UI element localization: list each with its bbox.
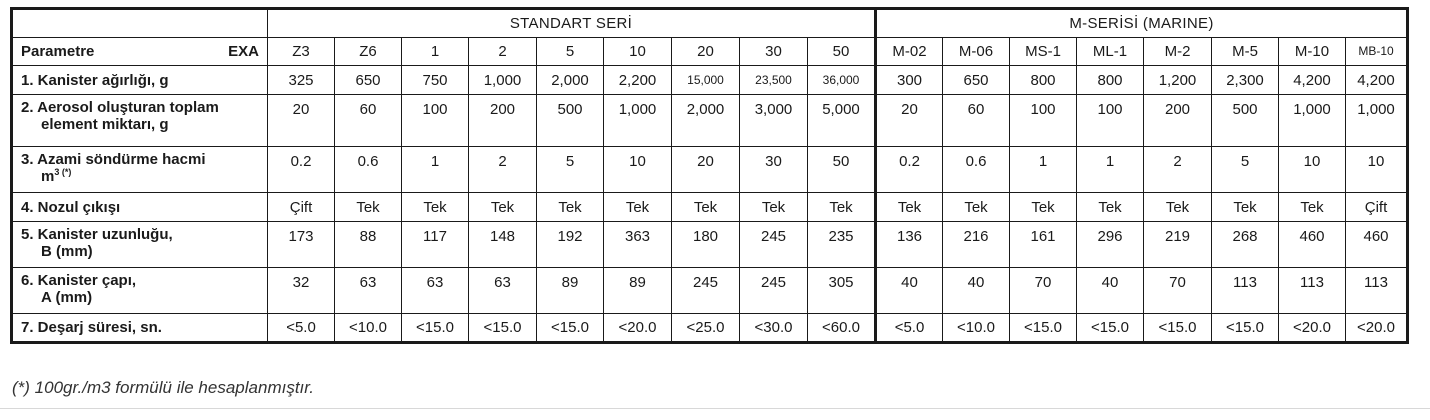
table-cell: <5.0 (876, 314, 943, 343)
row-label-line: 3. Azami söndürme hacmi (21, 151, 206, 168)
table-cell: Tek (1212, 193, 1279, 222)
table-cell: Tek (402, 193, 469, 222)
table-row (12, 95, 1408, 147)
table-cell: <30.0 (740, 314, 808, 343)
table-cell: 36,000 (808, 66, 876, 95)
table-cell: 113 (1346, 268, 1408, 314)
table-cell: 89 (537, 268, 604, 314)
table-cell: Tek (672, 193, 740, 222)
column-header: 30 (740, 38, 808, 66)
table-cell: <15.0 (1144, 314, 1212, 343)
column-header: 1 (402, 38, 469, 66)
table-cell: 100 (1077, 95, 1144, 147)
table-cell: 5 (1212, 147, 1279, 193)
table-cell: <15.0 (1010, 314, 1077, 343)
column-header: 5 (537, 38, 604, 66)
table-cell: 325 (268, 66, 335, 95)
table-cell: 1 (402, 147, 469, 193)
row-label (12, 314, 268, 343)
table-cell: 100 (1010, 95, 1077, 147)
row-label-text: A (mm) (41, 289, 93, 306)
table-cell: 20 (672, 147, 740, 193)
table-cell: Tek (808, 193, 876, 222)
table-cell: 1,000 (1346, 95, 1408, 147)
row-label-line: 4. Nozul çıkışı (21, 198, 121, 216)
table-cell: 245 (740, 268, 808, 314)
table-cell: 0.2 (268, 147, 335, 193)
table-cell: 2,300 (1212, 66, 1279, 95)
table-cell: Tek (1279, 193, 1346, 222)
table-cell: 113 (1279, 268, 1346, 314)
table-cell: 1,000 (1279, 95, 1346, 147)
table-cell: 136 (876, 222, 943, 268)
table-row (12, 66, 1408, 95)
table-cell: <20.0 (1346, 314, 1408, 343)
table-cell: <10.0 (943, 314, 1010, 343)
column-header: 20 (672, 38, 740, 66)
spec-table (10, 7, 1409, 344)
table-cell: 117 (402, 222, 469, 268)
table-cell: <20.0 (1279, 314, 1346, 343)
column-header: M-2 (1144, 38, 1212, 66)
table-cell: 50 (808, 147, 876, 193)
table-row (12, 222, 1408, 268)
table-cell: 88 (335, 222, 402, 268)
table-cell: 89 (604, 268, 672, 314)
table-cell: <15.0 (469, 314, 537, 343)
row-label-line (21, 116, 265, 133)
table-cell: 500 (1212, 95, 1279, 147)
corner-cell (12, 9, 268, 38)
table-cell: 173 (268, 222, 335, 268)
row-label-line: 6. Kanister çapı, (21, 272, 137, 289)
table-cell: Tek (740, 193, 808, 222)
row-label-line: 1. Kanister ağırlığı, g (21, 71, 169, 89)
table-cell: 750 (402, 66, 469, 95)
table-cell: 70 (1010, 268, 1077, 314)
column-header: M-5 (1212, 38, 1279, 66)
row-label (12, 222, 268, 268)
table-cell: 192 (537, 222, 604, 268)
table-cell: Çift (1346, 193, 1408, 222)
table-row (12, 147, 1408, 193)
table-cell: 161 (1010, 222, 1077, 268)
table-cell: Tek (537, 193, 604, 222)
table-cell: 63 (335, 268, 402, 314)
row-label-line: 2. Aerosol oluşturan toplam (21, 99, 219, 116)
table-cell: 32 (268, 268, 335, 314)
table-cell: Tek (1144, 193, 1212, 222)
table-cell: 180 (672, 222, 740, 268)
table-cell: 2 (1144, 147, 1212, 193)
group-standard: STANDART SERİ (268, 9, 876, 38)
table-cell: 800 (1077, 66, 1144, 95)
table-cell: 10 (604, 147, 672, 193)
column-header: Z3 (268, 38, 335, 66)
table-cell: 235 (808, 222, 876, 268)
table-cell: <60.0 (808, 314, 876, 343)
row-label-line (21, 243, 265, 260)
column-header: MB-10 (1346, 38, 1408, 66)
table-cell: 3,000 (740, 95, 808, 147)
table-cell: 1,200 (1144, 66, 1212, 95)
row-label (12, 268, 268, 314)
table-cell: 5 (537, 147, 604, 193)
table-cell: <15.0 (537, 314, 604, 343)
table-cell: 20 (876, 95, 943, 147)
table-cell: <20.0 (604, 314, 672, 343)
table-cell: 305 (808, 268, 876, 314)
table-cell: 500 (537, 95, 604, 147)
table-cell: 268 (1212, 222, 1279, 268)
table-cell: 40 (943, 268, 1010, 314)
table-cell: 460 (1279, 222, 1346, 268)
table-cell: <15.0 (1212, 314, 1279, 343)
table-cell: 4,200 (1346, 66, 1408, 95)
table-cell: 2,200 (604, 66, 672, 95)
table-cell: 10 (1279, 147, 1346, 193)
table-cell: 63 (469, 268, 537, 314)
column-header-row (12, 38, 1408, 66)
table-cell: 30 (740, 147, 808, 193)
table-cell: Tek (943, 193, 1010, 222)
table-cell: 200 (1144, 95, 1212, 147)
table-cell: Tek (335, 193, 402, 222)
table-cell: 2 (469, 147, 537, 193)
table-cell: Tek (876, 193, 943, 222)
table-cell: 0.6 (335, 147, 402, 193)
table-cell: 10 (1346, 147, 1408, 193)
group-marine: M-SERİSİ (MARINE) (876, 9, 1408, 38)
column-header: M-02 (876, 38, 943, 66)
table-cell: 40 (876, 268, 943, 314)
footnote: (*) 100gr./m3 formülü ile hesaplanmıştır. (12, 378, 315, 397)
table-cell: 800 (1010, 66, 1077, 95)
row-label (12, 147, 268, 193)
table-cell: 5,000 (808, 95, 876, 147)
table-cell: 23,500 (740, 66, 808, 95)
table-cell: 650 (335, 66, 402, 95)
column-header: M-06 (943, 38, 1010, 66)
table-cell: 245 (672, 268, 740, 314)
column-header: Z6 (335, 38, 402, 66)
table-cell: 60 (943, 95, 1010, 147)
column-header: 50 (808, 38, 876, 66)
column-header: MS-1 (1010, 38, 1077, 66)
row-label-line: 5. Kanister uzunluğu, (21, 226, 173, 243)
table-cell: 113 (1212, 268, 1279, 314)
table-cell: 148 (469, 222, 537, 268)
bottom-divider (0, 408, 1430, 409)
table-cell: Çift (268, 193, 335, 222)
param-header-cell (12, 38, 268, 66)
table-cell: 0.6 (943, 147, 1010, 193)
table-cell: <5.0 (268, 314, 335, 343)
group-header-row (12, 9, 1408, 38)
row-label (12, 66, 268, 95)
table-cell: 1,000 (469, 66, 537, 95)
table-cell: 100 (402, 95, 469, 147)
row-label-text: m (41, 168, 55, 185)
table-cell: 1 (1010, 147, 1077, 193)
row-label-line: 7. Deşarj süresi, sn. (21, 319, 162, 336)
row-label (12, 193, 268, 222)
table-cell: 245 (740, 222, 808, 268)
table-cell: 2,000 (672, 95, 740, 147)
table-cell: 15,000 (672, 66, 740, 95)
row-label-text: B (mm) (41, 243, 93, 260)
column-header: 2 (469, 38, 537, 66)
row-label-line (21, 168, 265, 185)
param-header-label: Parametre (21, 43, 95, 60)
table-cell: 20 (268, 95, 335, 147)
table-cell: 40 (1077, 268, 1144, 314)
table-cell: Tek (604, 193, 672, 222)
row-label-line (21, 289, 265, 306)
table-row (12, 314, 1408, 343)
table-cell: 4,200 (1279, 66, 1346, 95)
row-label-superscript: 3 (*) (54, 167, 72, 177)
table-cell: 70 (1144, 268, 1212, 314)
exa-header-label: EXA (228, 43, 259, 60)
table-cell: <15.0 (1077, 314, 1144, 343)
table-cell: 60 (335, 95, 402, 147)
table-cell: 1,000 (604, 95, 672, 147)
table-cell: 219 (1144, 222, 1212, 268)
row-label (12, 95, 268, 147)
table-cell: 63 (402, 268, 469, 314)
table-cell: 300 (876, 66, 943, 95)
column-header: ML-1 (1077, 38, 1144, 66)
table-cell: <10.0 (335, 314, 402, 343)
column-header: M-10 (1279, 38, 1346, 66)
table-cell: <15.0 (402, 314, 469, 343)
table-cell: Tek (469, 193, 537, 222)
table-cell: 363 (604, 222, 672, 268)
table-cell: 460 (1346, 222, 1408, 268)
table-cell: 2,000 (537, 66, 604, 95)
table-cell: Tek (1010, 193, 1077, 222)
table-row (12, 268, 1408, 314)
table-cell: 200 (469, 95, 537, 147)
table-cell: 1 (1077, 147, 1144, 193)
table-cell: Tek (1077, 193, 1144, 222)
column-header: 10 (604, 38, 672, 66)
table-cell: 0.2 (876, 147, 943, 193)
table-cell: 650 (943, 66, 1010, 95)
row-label-text: element miktarı, g (41, 116, 169, 133)
table-cell: <25.0 (672, 314, 740, 343)
table-cell: 296 (1077, 222, 1144, 268)
table-row (12, 193, 1408, 222)
table-cell: 216 (943, 222, 1010, 268)
